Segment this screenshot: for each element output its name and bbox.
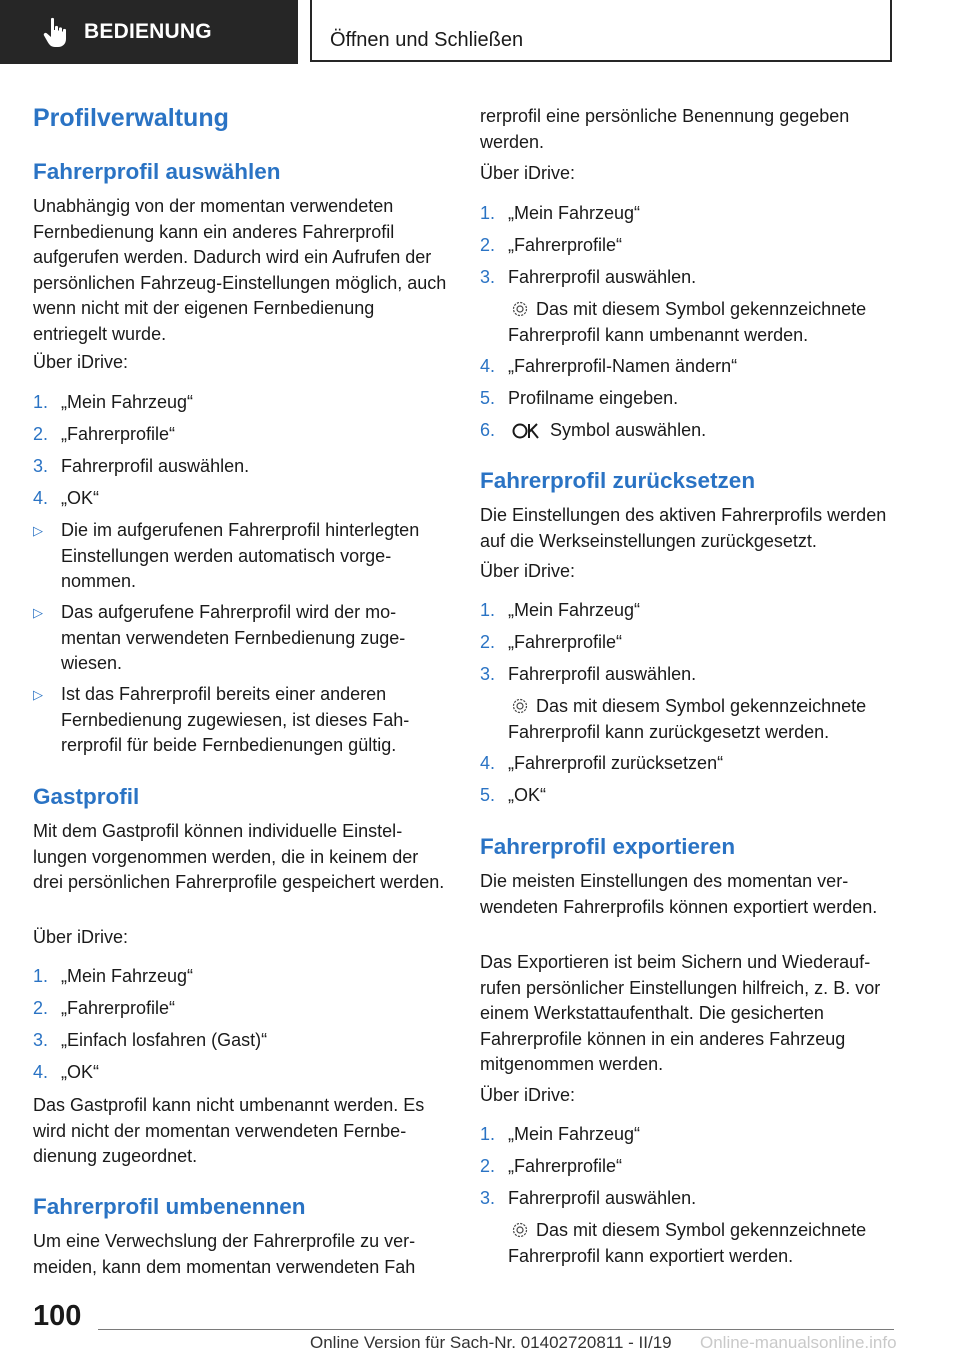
step-text: Fahrerprofil auswählen.: [508, 1188, 697, 1208]
list-item: [33, 996, 448, 1022]
step-text: „Fahrerprofile“: [61, 998, 176, 1018]
step-text: „Mein Fahrzeug“: [61, 392, 194, 412]
page-number: 100: [33, 1300, 82, 1332]
list-item: [33, 964, 448, 990]
paragraph-auswaehlen: Unabhängig von der momentan verwendeten Fernbedienung kann ein anderes Fahrerprofil aufgerufen werden. Dadurch wird ein Aufrufen der persönlichen Fahrzeug-Einstellungen möglich, auch wenn nicht mit der eigenen Fernbedienung entriegelt wurde.: [33, 196, 447, 344]
paragraph-zuruecksetzen: Die Einstellungen des aktiven Fahrerprofils werden auf die Werkseinstellungen zurückgesetzt.: [480, 505, 887, 551]
step-text: „Fahrerprofile“: [508, 1156, 623, 1176]
step-number: 1.: [33, 392, 49, 412]
step-text: „Fahrerprofil-Namen ändern“: [508, 356, 738, 376]
step-text: „Mein Fahrzeug“: [61, 966, 194, 986]
ueber-idrive: Über iDrive:: [33, 927, 129, 947]
step-number: 1.: [33, 966, 49, 986]
list-item: [480, 783, 895, 809]
step-text: „OK“: [508, 785, 546, 805]
list-item: [33, 422, 448, 448]
footer-divider: [98, 1329, 894, 1330]
note-text: Das mit diesem Symbol gekennzeichnete Fahrerprofil kann umbenannt werden.: [508, 299, 867, 345]
step-number: 1.: [480, 203, 496, 223]
symbol-note: [508, 1218, 895, 1269]
list-item: [480, 662, 895, 688]
step-text: „Mein Fahrzeug“: [508, 203, 641, 223]
online-version-note: Online Version für Sach-Nr. 01402720811 - II/19: [310, 1333, 672, 1352]
step-text: „Fahrerprofil zurücksetzen“: [508, 753, 724, 773]
list-item: [480, 354, 895, 380]
heading-profilverwaltung: Profilverwaltung: [33, 104, 229, 132]
gear-icon: [510, 696, 530, 716]
list-item: [480, 386, 895, 412]
note-text: Das mit diesem Symbol gekennzeichnete Fahrerprofil kann exportiert werden.: [508, 1220, 867, 1266]
step-number: 2.: [33, 424, 49, 444]
section-tab: [0, 0, 298, 64]
list-item: [33, 1028, 448, 1054]
list-item: [480, 1186, 895, 1212]
list-item: [480, 233, 895, 259]
paragraph-exportieren-2: Das Exportieren ist beim Sichern und Wiederaufrufen persönlicher Einstellungen hilfreich, z. B. vor einem Werkstattaufenthalt. Die gesicherten Fahrerprofile können in ein anderes Fahrzeug mitgenommen werden.: [480, 952, 881, 1074]
step-text: „Fahrerprofile“: [61, 424, 176, 444]
heading-fahrerprofil-auswaehlen: Fahrerprofil auswählen: [33, 159, 281, 184]
step-text: „OK“: [61, 1062, 99, 1082]
step-number: 4.: [480, 356, 496, 376]
heading-gastprofil: Gastprofil: [33, 784, 140, 809]
step-number: 3.: [480, 1188, 496, 1208]
step-text: „Fahrerprofile“: [508, 632, 623, 652]
step-number: 2.: [480, 632, 496, 652]
step-text: Symbol auswählen.: [550, 420, 707, 440]
section-label: BEDIENUNG: [84, 20, 212, 43]
bullet-text: Die im aufgerufenen Fahrerprofil hinterlegten Einstellungen werden automatisch vorgenommen.: [61, 520, 420, 591]
ueber-idrive: Über iDrive:: [480, 561, 576, 581]
step-number: 3.: [480, 267, 496, 287]
list-item: [480, 598, 895, 624]
step-number: 1.: [480, 600, 496, 620]
triangle-bullet-icon: ▷: [33, 523, 43, 538]
step-text: Fahrerprofil auswählen.: [61, 456, 250, 476]
list-item: [480, 1154, 895, 1180]
heading-fahrerprofil-zuruecksetzen: Fahrerprofil zurücksetzen: [480, 468, 756, 493]
chapter-title: Öffnen und Schließen: [330, 29, 524, 51]
step-text: Profilname eingeben.: [508, 388, 679, 408]
step-text: „Mein Fahrzeug“: [508, 1124, 641, 1144]
symbol-note: [508, 694, 895, 745]
paragraph-gast-note: Das Gastprofil kann nicht umbenannt werden. Es wird nicht der momentan verwendeten Fernbedienung zugeordnet.: [33, 1095, 425, 1166]
list-item: [480, 630, 895, 656]
heading-fahrerprofil-exportieren: Fahrerprofil exportieren: [480, 834, 736, 859]
bullet-item: [33, 682, 448, 759]
list-item: [33, 454, 448, 480]
step-number: 6.: [480, 420, 496, 440]
paragraph-umbenennen-cont: rerprofil eine persönliche Benennung gegeben werden.: [480, 106, 850, 152]
step-number: 3.: [33, 1030, 49, 1050]
list-item: [33, 390, 448, 416]
step-number: 2.: [480, 1156, 496, 1176]
step-number: 2.: [480, 235, 496, 255]
ueber-idrive: Über iDrive:: [480, 1085, 576, 1105]
hand-pointer-icon: [38, 15, 72, 49]
chapter-tab: [310, 0, 892, 62]
symbol-note: [508, 297, 895, 348]
gear-icon: [510, 1220, 530, 1240]
step-number: 3.: [480, 664, 496, 684]
bullet-item: [33, 518, 448, 595]
step-number: 1.: [480, 1124, 496, 1144]
bullet-item: [33, 600, 448, 677]
bullet-text: Ist das Fahrerprofil bereits einer anderen Fernbedienung zugewiesen, ist dieses Fahrerprofil für beide Fernbedienungen gültig.: [61, 684, 410, 755]
step-text: „OK“: [61, 488, 99, 508]
step-text: Fahrerprofil auswählen.: [508, 267, 697, 287]
paragraph-gastprofil: Mit dem Gastprofil können individuelle Einstellungen vorgenommen werden, die in keinem der drei persönlichen Fahrerprofile gespeichert werden.: [33, 821, 445, 892]
note-text: Das mit diesem Symbol gekennzeichnete Fahrerprofil kann zurückgesetzt werden.: [508, 696, 867, 742]
ok-symbol-icon: [512, 421, 542, 441]
step-number: 4.: [480, 753, 496, 773]
step-text: „Mein Fahrzeug“: [508, 600, 641, 620]
triangle-bullet-icon: ▷: [33, 605, 43, 620]
heading-fahrerprofil-umbenennen: Fahrerprofil umbenennen: [33, 1194, 306, 1219]
list-item: [480, 751, 895, 777]
ueber-idrive: Über iDrive:: [33, 352, 129, 372]
paragraph-umbenennen: Um eine Verwechslung der Fahrerprofile zu vermeiden, kann dem momentan verwendeten Fah: [33, 1231, 416, 1277]
gear-icon: [510, 299, 530, 319]
paragraph-exportieren-1: Die meisten Einstellungen des momentan verwendeten Fahrerprofils können exportiert werden.: [480, 871, 878, 917]
list-item: [33, 1060, 448, 1086]
list-item: [480, 265, 895, 291]
step-text: Fahrerprofil auswählen.: [508, 664, 697, 684]
list-item: [480, 418, 895, 444]
step-text: „Einfach losfahren (Gast)“: [61, 1030, 268, 1050]
ueber-idrive: Über iDrive:: [480, 163, 576, 183]
bullet-text: Das aufgerufene Fahrerprofil wird der momentan verwendeten Fernbedienung zugewiesen.: [61, 602, 406, 673]
watermark: Online-manualsonline.info: [700, 1333, 897, 1352]
step-number: 3.: [33, 456, 49, 476]
triangle-bullet-icon: ▷: [33, 687, 43, 702]
step-number: 5.: [480, 785, 496, 805]
step-number: 2.: [33, 998, 49, 1018]
step-text: „Fahrerprofile“: [508, 235, 623, 255]
step-number: 4.: [33, 488, 49, 508]
step-number: 5.: [480, 388, 496, 408]
list-item: [480, 1122, 895, 1148]
list-item: [480, 201, 895, 227]
step-number: 4.: [33, 1062, 49, 1082]
list-item: [33, 486, 448, 512]
